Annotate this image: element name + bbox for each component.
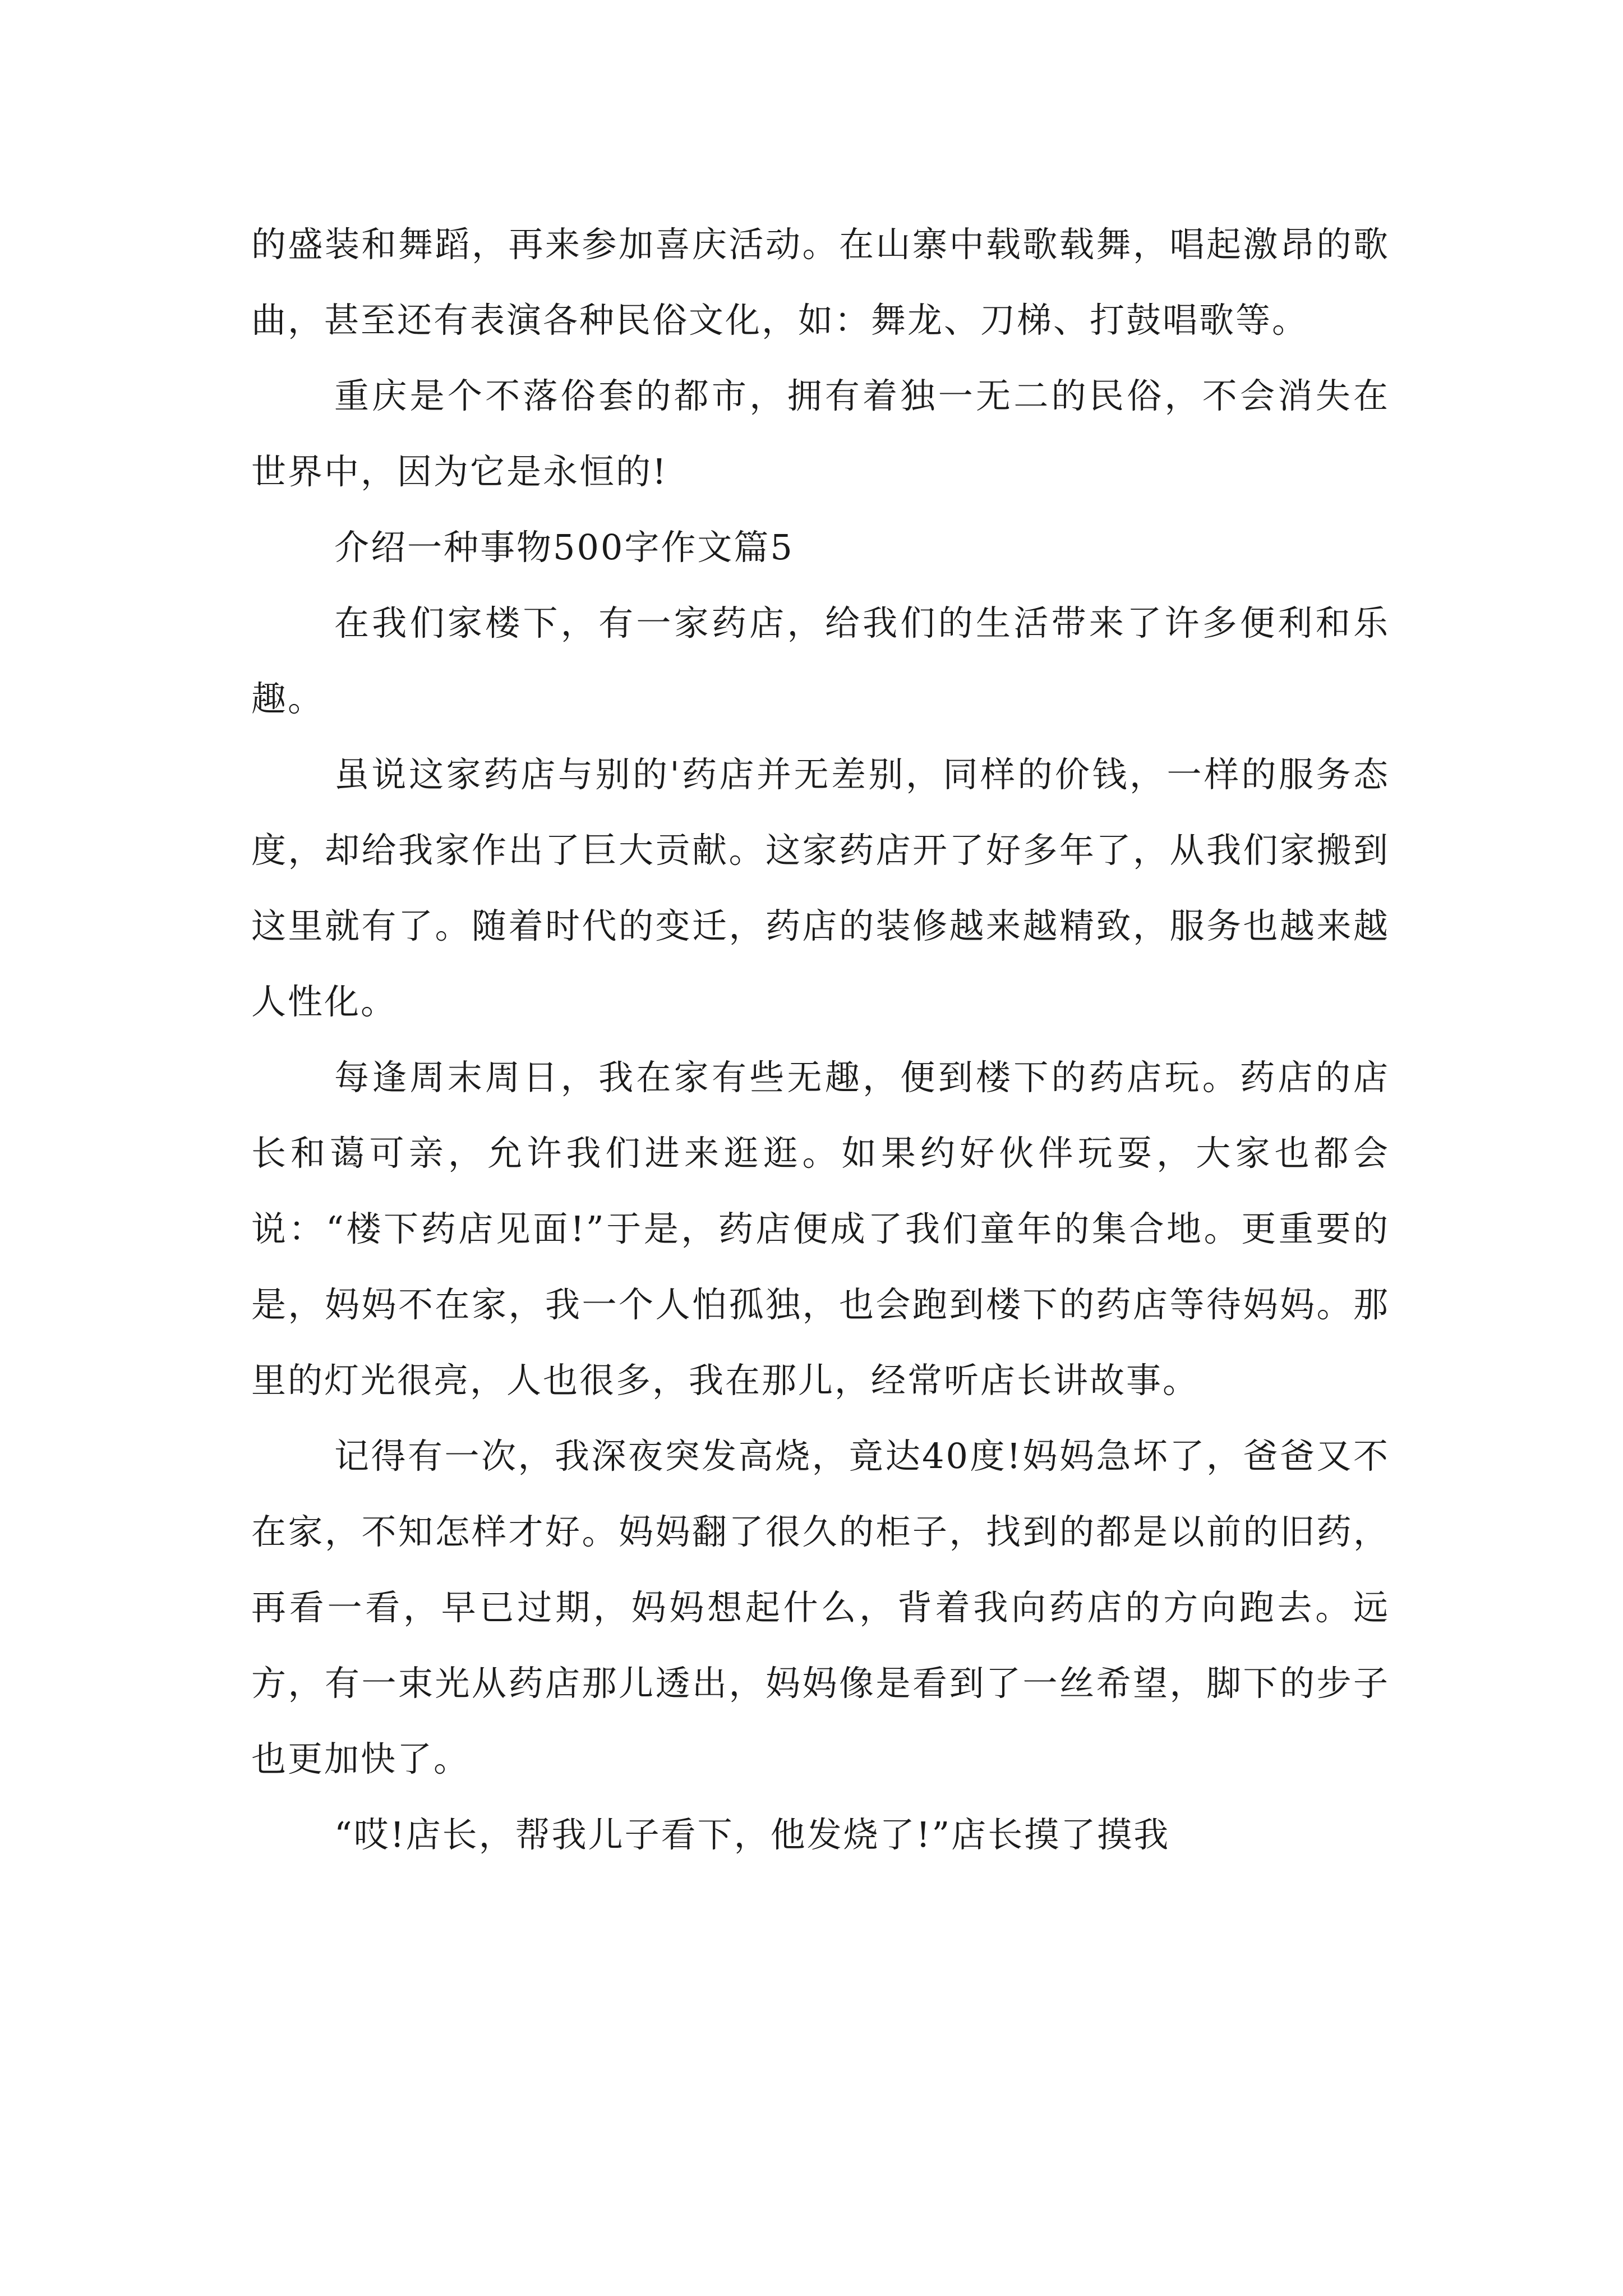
paragraph-2: 重庆是个不落俗套的都市，拥有着独一无二的民俗，不会消失在世界中，因为它是永恒的! xyxy=(251,375,1390,492)
paragraph-4: 虽说这家药店与别的'药店并无差别，同样的价钱，一样的服务态度，却给我家作出了巨大贡献。这家药店开了好多年了，从我们家搬到这里就有了。随着时代的变迁，药店的装修越来越精致，服务也越来越人性化。 xyxy=(251,754,1390,1022)
document-body xyxy=(251,206,1390,1872)
paragraph-6: 记得有一次，我深夜突发高烧，竟达40度!妈妈急坏了，爸爸又不在家，不知怎样才好。妈妈翻了很久的柜子，找到的都是以前的旧药，再看一看，早已过期，妈妈想起什么，背着我向药店的方向跑去。远方，有一束光从药店那儿透出，妈妈像是看到了一丝希望，脚下的步子也更加快了。 xyxy=(251,1435,1390,1779)
paragraph-5: 每逢周末周日，我在家有些无趣，便到楼下的药店玩。药店的店长和蔼可亲，允许我们进来逛逛。如果约好伙伴玩耍，大家也都会说：“楼下药店见面!”于是，药店便成了我们童年的集合地。更重要的是，妈妈不在家，我一个人怕孤独，也会跑到楼下的药店等待妈妈。那里的灯光很亮，人也很多，我在那儿，经常听店长讲故事。 xyxy=(251,1057,1390,1401)
section-heading: 介绍一种事物500字作文篇5 xyxy=(334,527,794,568)
paragraph-7: “哎!店长，帮我儿子看下，他发烧了!”店长摸了摸我 xyxy=(334,1814,1170,1855)
paragraph-1: 的盛装和舞蹈，再来参加喜庆活动。在山寨中载歌载舞，唱起激昂的歌曲，甚至还有表演各种民俗文化，如：舞龙、刀梯、打鼓唱歌等。 xyxy=(251,224,1390,341)
paragraph-3: 在我们家楼下，有一家药店，给我们的生活带来了许多便利和乐趣。 xyxy=(251,602,1390,719)
